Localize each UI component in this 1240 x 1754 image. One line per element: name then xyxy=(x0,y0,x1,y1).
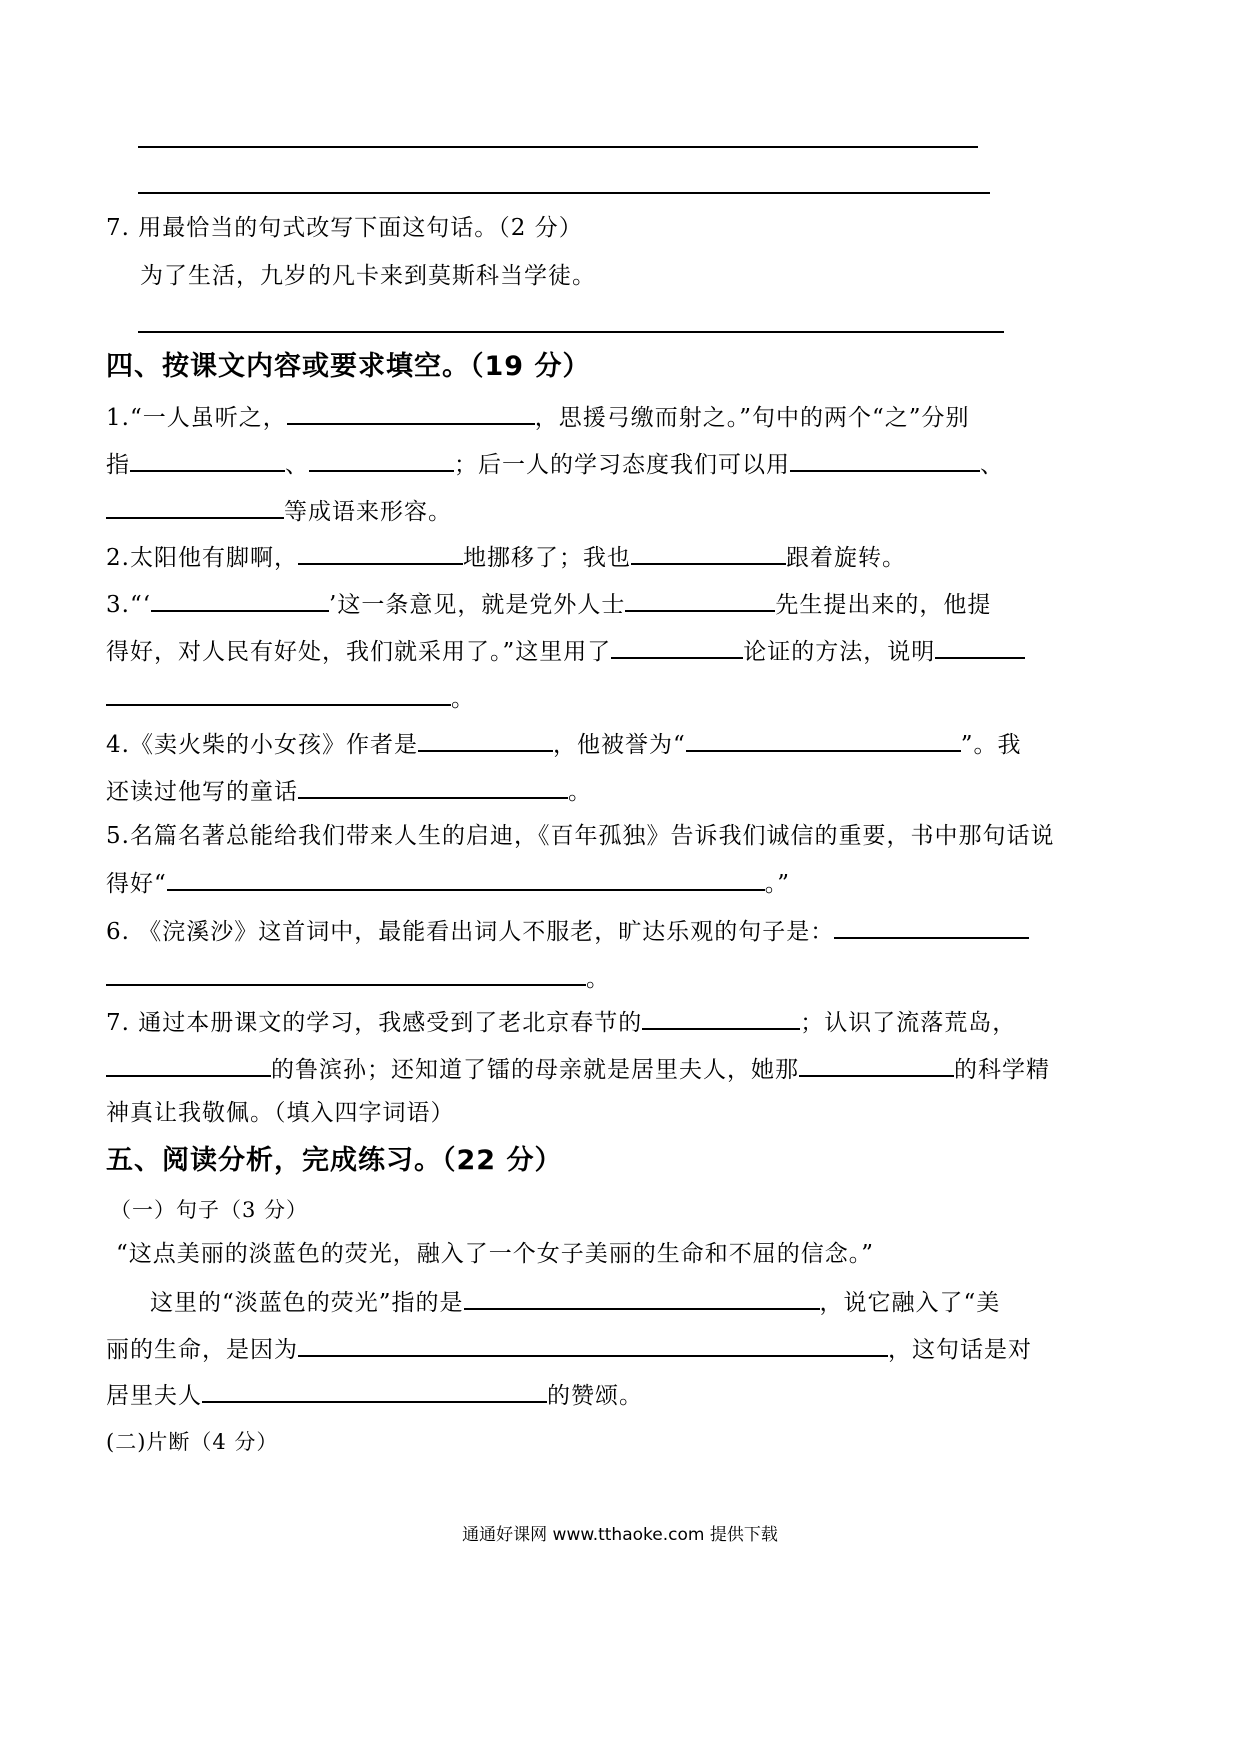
s4-q5-line2: 得好“ 。” xyxy=(106,867,790,899)
s4-q7-line2: 的鲁滨孙；还知道了镭的母亲就是居里夫人，她那 的科学精 xyxy=(106,1053,1050,1085)
blank[interactable] xyxy=(130,448,285,472)
blank[interactable] xyxy=(631,541,786,565)
s5-part1-title: （一）句子（3 分） xyxy=(110,1198,309,1222)
s4-q1-line3: 等成语来形容。 xyxy=(106,495,452,527)
blank[interactable] xyxy=(106,1053,271,1077)
blank[interactable] xyxy=(642,1006,800,1030)
question-7-sentence: 为了生活，九岁的凡卡来到莫斯科当学徒。 xyxy=(140,263,596,289)
blank[interactable] xyxy=(106,682,451,706)
question-7-label: 7. 用最恰当的句式改写下面这句话。（2 分） xyxy=(106,215,583,241)
blank[interactable] xyxy=(298,775,568,799)
s4-q2: 2.太阳他有脚啊， 地挪移了；我也 跟着旋转。 xyxy=(106,541,906,573)
s4-q6-line1: 6. 《浣溪沙》这首词中，最能看出词人不服老，旷达乐观的句子是： xyxy=(106,915,1029,947)
answer-line xyxy=(138,146,978,148)
blank[interactable] xyxy=(309,448,454,472)
section-4-heading: 四、按课文内容或要求填空。（19 分） xyxy=(106,351,591,382)
s4-q3-line3: 。 xyxy=(106,682,475,714)
blank[interactable] xyxy=(611,635,743,659)
blank[interactable] xyxy=(935,635,1025,659)
blank[interactable] xyxy=(298,541,463,565)
blank[interactable] xyxy=(106,962,586,986)
blank[interactable] xyxy=(167,867,765,891)
s4-q3-line1: 3.“‘ ’这一条意见，就是党外人士 先生提出来的，他提 xyxy=(106,588,991,620)
s5-part1-line1: 这里的“淡蓝色的荧光”指的是 ，说它融入了“美 xyxy=(150,1286,1000,1318)
s5-part2-title: (二)片断（4 分） xyxy=(106,1430,279,1454)
blank[interactable] xyxy=(418,728,553,752)
s4-q4-line1: 4.《卖火柴的小女孩》作者是 ，他被誉为“ ”。我 xyxy=(106,728,1021,760)
blank[interactable] xyxy=(151,588,329,612)
blank[interactable] xyxy=(625,588,775,612)
blank[interactable] xyxy=(287,401,535,425)
s5-part1-line3: 居里夫人 的赞颂。 xyxy=(106,1379,643,1411)
answer-line xyxy=(138,192,990,194)
answer-line xyxy=(138,331,1004,333)
s5-part1-line2: 丽的生命，是因为 ，这句话是对 xyxy=(106,1333,1032,1365)
s4-q4-line2: 还读过他写的童话 。 xyxy=(106,775,592,807)
s4-q1-line2: 指 、 ；后一人的学习态度我们可以用 、 xyxy=(106,448,1004,480)
blank[interactable] xyxy=(799,1053,954,1077)
blank[interactable] xyxy=(106,495,284,519)
s4-q6-line2: 。 xyxy=(106,962,610,994)
s4-q3-line2: 得好，对人民有好处，我们就采用了。”这里用了 论证的方法，说明 xyxy=(106,635,1025,667)
s4-q7-line3: 神真让我敬佩。（填入四字词语） xyxy=(106,1100,455,1126)
blank[interactable] xyxy=(202,1379,547,1403)
blank[interactable] xyxy=(790,448,980,472)
s4-q7-line1: 7. 通过本册课文的学习，我感受到了老北京春节的 ；认识了流落荒岛， xyxy=(106,1006,1016,1038)
section-5-heading: 五、阅读分析，完成练习。（22 分） xyxy=(106,1145,563,1176)
blank[interactable] xyxy=(834,915,1029,939)
blank[interactable] xyxy=(298,1333,888,1357)
s5-part1-quote: “这点美丽的淡蓝色的荧光，融入了一个女子美丽的生命和不屈的信念。” xyxy=(116,1241,875,1267)
s4-q5-line1: 5.名篇名著总能给我们带来人生的启迪，《百年孤独》告诉我们诚信的重要，书中那句话说 xyxy=(106,823,1055,849)
blank[interactable] xyxy=(686,728,961,752)
page-footer: 通通好课网 www.tthaoke.com 提供下载 xyxy=(462,1525,778,1545)
s4-q1-line1: 1.“一人虽听之， ，思援弓缴而射之。”句中的两个“之”分别 xyxy=(106,401,969,433)
blank[interactable] xyxy=(464,1286,820,1310)
